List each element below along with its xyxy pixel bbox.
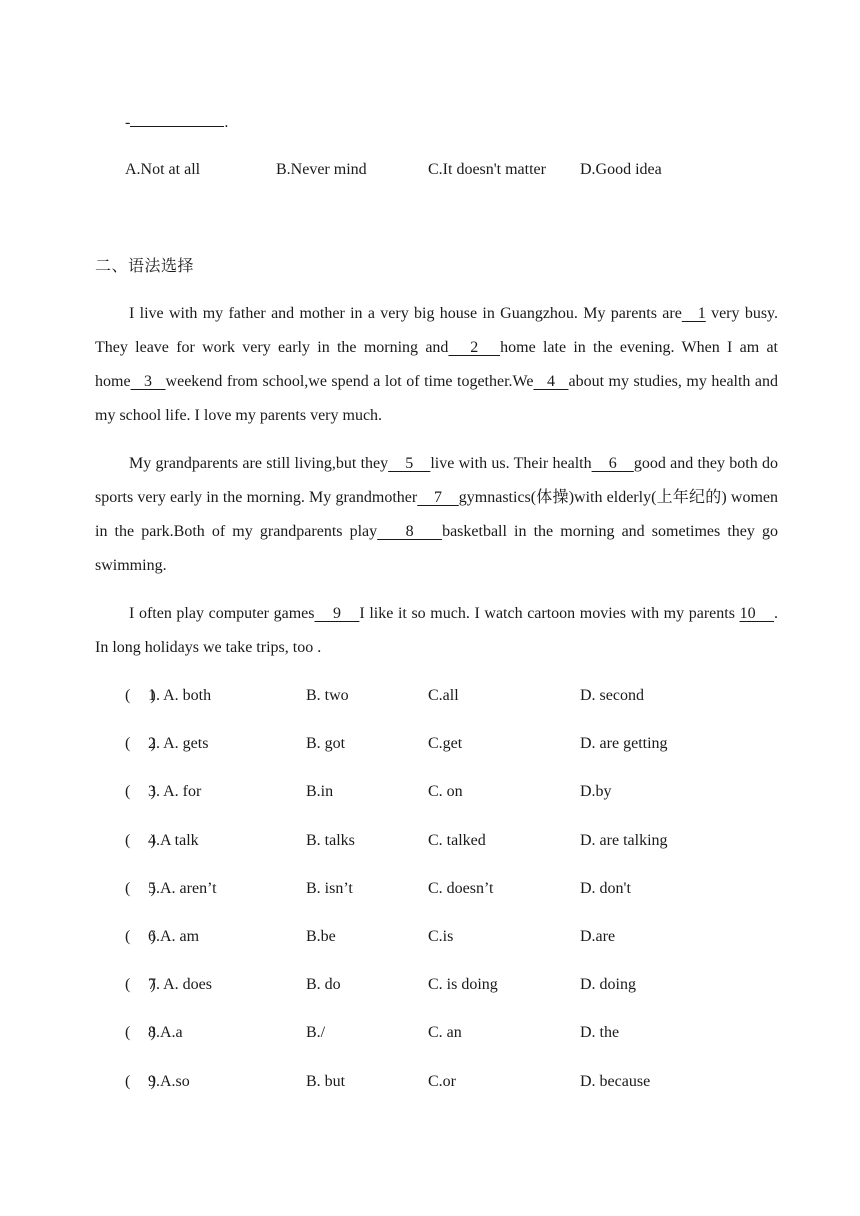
question-option-c: C. on [428,783,463,801]
question-option-a: 3. A. for [148,783,202,801]
question-option-d: D. are talking [580,831,668,849]
question-option-b: B. isn’t [306,879,353,897]
answer-parentheses: ( ) [125,928,156,945]
blank-number: 2 [448,339,501,356]
answer-parentheses: ( ) [125,831,156,849]
question-option-a: 4.A talk [148,831,199,849]
question-option-c: C.get [428,735,463,753]
question-option-d: D.are [580,928,616,945]
passage-text: I often play computer games [129,605,315,622]
passage-text: very busy. They leave for work very early in the morning and [95,305,779,356]
question-option-d: D. don't [580,879,631,897]
blank-number: 7 [417,489,459,506]
blank-number: 3 [130,373,166,390]
passage-text: good and they both do sports very early in the morning. My grandmother [95,455,779,506]
question-option-b: B. talks [306,831,355,849]
answer-parentheses: ( ) [125,687,156,704]
question-option-a: 7. A. does [148,976,212,994]
question-option-d: D. the [580,1024,620,1042]
option-b: B.Never mind [276,161,367,178]
option-c: C.It doesn't matter [428,161,546,178]
question-option-d: D. are getting [580,735,668,753]
answer-parentheses: ( ) [125,1072,156,1090]
passage-text: I like it so much. I watch cartoon movies with my parents [359,605,740,622]
passage-text: weekend from school,we spend a lot of time together.We [165,373,534,390]
question-option-b: B. two [306,687,349,704]
blank-number: 8 [377,523,443,540]
question-option-b: B.be [306,928,336,945]
answer-parentheses: ( ) [125,735,156,753]
question-option-c: C. is doing [428,976,498,994]
question-option-c: C.or [428,1072,456,1090]
answer-parentheses: ( ) [125,976,156,994]
period-text: . [224,114,229,131]
blank-number: 1 [681,305,706,322]
blank-number: 9 [314,605,360,622]
dash-text: - [125,114,131,131]
question-option-c: C.all [428,687,459,704]
passage-text: I live with my father and mother in a very big house in Guangzhou. My parents are [129,305,682,322]
passage-text: live with us. Their health [430,455,592,472]
passage-text: about my studies, my health and my school life. I love my parents very much. [95,373,779,424]
question-option-b: B. got [306,735,346,753]
passage-paragraph-1 [95,297,778,433]
section-heading: 二、语法选择 [95,256,195,275]
question-option-b: B. but [306,1072,346,1090]
passage-paragraph-2 [95,447,778,583]
question-option-d: D.by [580,783,612,801]
question-option-a: 6.A. am [148,928,200,945]
question-option-c: C. an [428,1024,462,1042]
answer-parentheses: ( ) [125,1024,156,1042]
question-option-c: C. doesn’t [428,879,494,897]
question-option-a: 2. A. gets [148,735,209,753]
question-option-d: D. doing [580,976,636,994]
blank-underline [130,112,224,127]
answer-parentheses: ( ) [125,879,156,897]
question-option-a: 1. A. both [148,687,212,704]
passage-text: My grandparents are still living,but they [129,455,389,472]
blank-number: 5 [388,455,431,472]
question-option-d: D. because [580,1072,651,1090]
passage-text: . In long holidays we take trips, too . [95,605,779,656]
passage-paragraph-3 [95,597,778,665]
answer-blank-line [125,112,228,133]
blank-number: 6 [591,455,634,472]
passage-text: gymnastics(体操)with elderly(上年纪的) women in the park.Both of my grandparents play [95,489,779,540]
answer-parentheses: ( ) [125,783,156,801]
option-a: A.Not at all [125,161,201,178]
question-option-a: 9.A.so [148,1072,190,1090]
option-d: D.Good idea [580,161,662,178]
blank-number: 10 [739,605,775,622]
question-option-b: B. do [306,976,341,994]
question-option-c: C. talked [428,831,486,849]
passage-text: basketball in the morning and sometimes they go swimming. [95,523,779,574]
question-option-c: C.is [428,928,454,945]
question-option-b: B.in [306,783,334,801]
blank-number: 4 [533,373,569,390]
question-option-a: 5.A. aren’t [148,879,217,897]
question-option-b: B./ [306,1024,326,1042]
question-option-a: 8.A.a [148,1024,183,1042]
passage-text: home late in the evening. When I am at home [95,339,778,390]
question-option-d: D. second [580,687,644,704]
